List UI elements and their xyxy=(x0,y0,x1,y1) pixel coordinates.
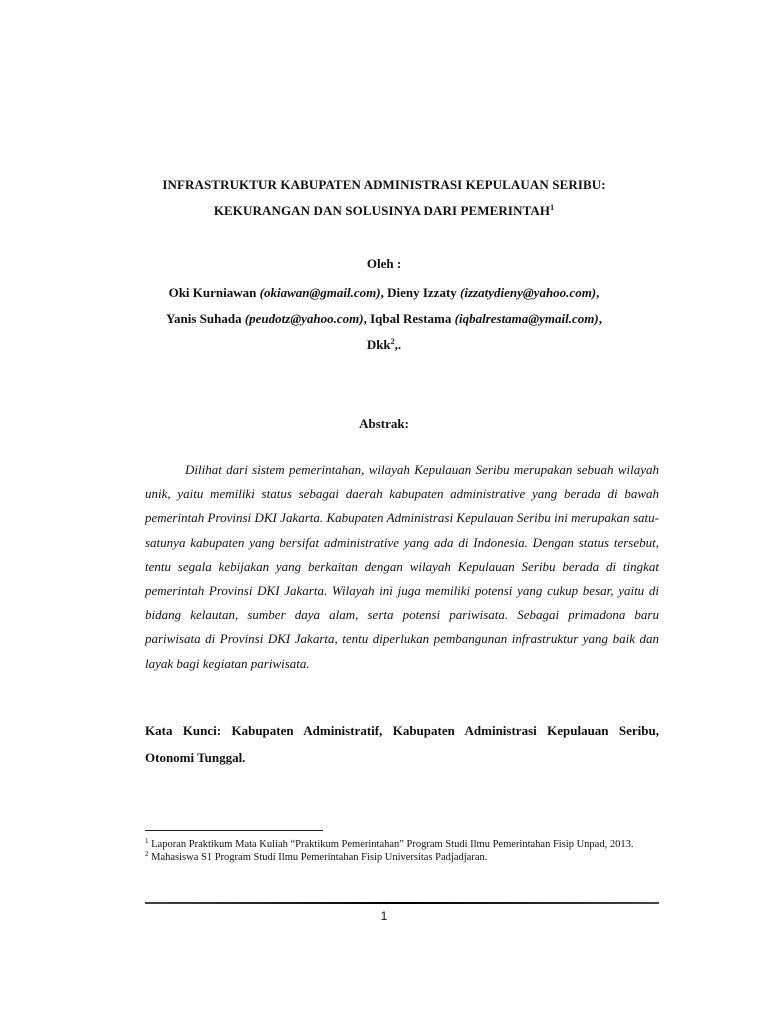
abstract-body: Dilihat dari sistem pemerintahan, wilayah Kepulauan Seribu merupakan sebuah wilayah unik, yaitu memiliki status sebagai daerah kabupaten administrative yang berada di bawah pemerintah Provinsi DKI Jakarta. Kabupaten Administrasi Kepulauan Seribu ini merupakan satu-satunya kabupaten yang bersifat administrative yang ada di Indonesia. Dengan status tersebut, tentu segala kebijakan yang berkaitan dengan wilayah Kepulauan Seribu berada di tingkat pemerintah Provinsi DKI Jakarta. Wilayah ini juga memiliki potensi yang cukup besar, yaitu di bidang kelautan, sumber daya alam, serta potensi pariwisata. Sebagai primadona baru pariwisata di Provinsi DKI Jakarta, tentu diperlukan pembangunan infrastruktur yang baik dan layak bagi kegiatan pariwisata. xyxy=(145,462,659,671)
byline-label: Oleh : xyxy=(366,256,402,271)
footnote-2 xyxy=(145,851,665,864)
title-footnote-mark: 1 xyxy=(550,203,555,212)
title-line-2-text: KEKURANGAN DAN SOLUSINYA DARI PEMERINTAH xyxy=(213,203,551,218)
page-bottom-rule xyxy=(145,902,659,904)
author-line-1 xyxy=(120,285,648,301)
author-email: (okiawan@gmail.com) xyxy=(259,285,381,300)
author-separator: , xyxy=(363,311,371,326)
title-line-2 xyxy=(120,203,648,219)
author-separator: , xyxy=(598,311,602,326)
author-line-2 xyxy=(120,311,648,327)
abstract-heading: Abstrak: xyxy=(359,416,409,431)
author-etal-punct: ,. xyxy=(394,337,402,352)
author-name: Yanis Suhada xyxy=(166,311,242,326)
author-footnote-mark: 2 xyxy=(390,337,395,346)
author-email: (peudotz@yahoo.com) xyxy=(244,311,364,326)
author-email: (iqbalrestama@ymail.com) xyxy=(454,311,599,326)
page-number: 1 xyxy=(380,909,388,923)
footnote-mark: 2 xyxy=(145,850,149,858)
author-name: Oki Kurniawan xyxy=(168,285,257,300)
title-line-1: INFRASTRUKTUR KABUPATEN ADMINISTRASI KEPULAUAN SERIBU: xyxy=(162,177,606,192)
author-name: Iqbal Restama xyxy=(370,311,452,326)
footnote-text: Laporan Praktikum Mata Kuliah “Praktikum Pemerintahan” Program Studi Ilmu Pemerintahan Fisip Unpad, 2013. xyxy=(148,839,634,850)
footnote-text: Mahasiswa S1 Program Studi Ilmu Pemerintahan Fisip Universitas Padjadjaran. xyxy=(148,852,488,863)
footnote-1 xyxy=(145,838,665,851)
footnote-mark: 1 xyxy=(145,837,149,845)
keywords: Kata Kunci: Kabupaten Administratif, Kabupaten Administrasi Kepulauan Seribu, Otonomi Tunggal. xyxy=(145,723,659,765)
author-separator: , xyxy=(380,285,388,300)
footnotes xyxy=(145,838,665,864)
footnote-divider xyxy=(145,830,323,831)
author-etal: Dkk xyxy=(366,337,391,352)
author-name: Dieny Izzaty xyxy=(387,285,457,300)
author-separator: , xyxy=(596,285,600,300)
author-email: (izzatydieny@yahoo.com) xyxy=(460,285,597,300)
author-line-3 xyxy=(120,337,648,353)
